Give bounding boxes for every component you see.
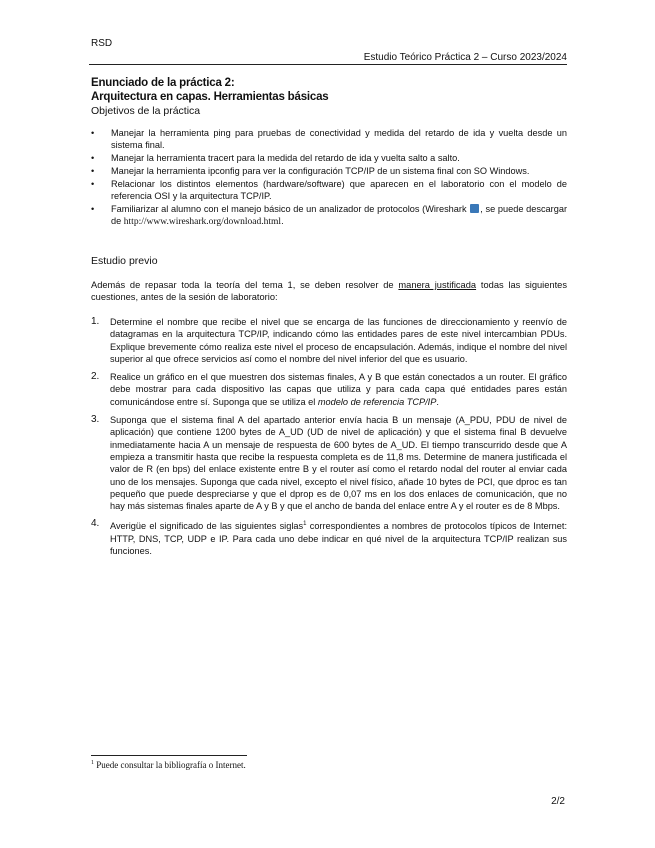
bullet-icon: •	[91, 128, 95, 138]
question-item	[91, 316, 567, 365]
question-item	[91, 414, 567, 512]
question-text-end: .	[436, 396, 439, 407]
bullet-icon: •	[91, 165, 95, 176]
objective-item	[91, 127, 567, 152]
objective-item	[91, 203, 567, 229]
intro-paragraph	[91, 279, 567, 304]
objective-text: Manejar la herramienta ping para pruebas de conectividad y medida del retardo de ida y vuelta desde un sistema final.	[111, 128, 567, 151]
objective-text: Manejar la herramienta tracert para la medida del retardo de ida y vuelta salto a salto.	[111, 153, 460, 164]
question-text: Realice un gráfico en el que muestren dos sistemas finales, A y B que están conectados a un router. El gráfico debe mostrar para cada dispositivo las capas que utiliza y para cada capa qué entidades pares están comunicándose entre sí. Suponga que se utiliza el	[110, 372, 567, 407]
objectives-list	[91, 127, 567, 229]
wireshark-icon	[470, 204, 479, 213]
objective-text-end: .	[281, 216, 284, 227]
footnote-text: Puede consultar la bibliografía o Internet.	[96, 760, 246, 770]
page-title	[91, 76, 328, 104]
question-number: 1.	[91, 316, 100, 327]
header-subtitle: Estudio Teórico Práctica 2 – Curso 2023/2024	[363, 52, 567, 63]
page-number: 2/2	[551, 796, 565, 807]
question-item	[91, 518, 567, 557]
footnote-divider	[91, 755, 247, 756]
objective-text-cont: , se puede descargar de	[111, 203, 567, 227]
footnote-number: 1	[91, 760, 94, 766]
header-divider	[89, 64, 567, 65]
footnote-reference[interactable]: 1	[303, 521, 307, 528]
question-italic: modelo de referencia TCP/IP	[317, 396, 437, 407]
question-number: 2.	[91, 371, 100, 383]
intro-underlined: manera justificada	[398, 280, 477, 290]
question-text: Averigüe el significado de las siguientes siglas	[110, 521, 304, 532]
objective-item	[91, 152, 567, 164]
objectives-heading: Objetivos de la práctica	[91, 105, 201, 117]
question-text: Suponga que el sistema final A del apartado anterior envía hacia B un mensaje (A_PDU, PDU de nivel de aplicación) que contiene 1200 bytes de A_UD (UD de nivel de aplicación) y que el sistema final B devuelve inmediatamente hacia A un mensaje de respuesta de 600 bytes de A_UD. El tiempo transcurrido desde que A empieza a transmitir hasta que recibe la respuesta completa es de 11,8 ms. Determine de manera justificada el valor de R (en bps) del enlace existente entre B y el router así como el retardo nodal del router al enviar cada uno de los mensajes. Suponga que cada nivel, excepto el nivel físico, añade 10 bytes de PCI, que dproc es tan pequeño que puede despreciarse y que el dprop es de 0,07 ms en los dos enlaces de comunicación, que no hay más sistemas finales aparte de A y B y que el ancho de banda del enlace entre A y el router es de 8 Mbps.	[110, 415, 567, 512]
question-item	[91, 371, 567, 408]
study-heading: Estudio previo	[91, 255, 158, 267]
objective-text: Manejar la herramienta ipconfig para ver la configuración TCP/IP de un sistema final con SO Windows.	[111, 165, 530, 176]
question-text-cont: correspondientes a nombres de protocolos típicos de Internet: HTTP, DNS, TCP, UDP e IP. Para cada uno debe indicar en qué nivel de la arquitectura TCP/IP realizan sus funciones.	[110, 521, 568, 557]
objective-item	[91, 178, 567, 203]
intro-text-cont: todas las siguientes cuestiones, antes de la sesión de laboratorio:	[91, 280, 567, 303]
footnote	[91, 760, 246, 770]
question-number: 4.	[91, 518, 100, 530]
title-line-1: Enunciado de la práctica 2:	[91, 77, 235, 89]
objective-text: Familiarizar al alumno con el manejo básico de un analizador de protocolos (Wireshark	[111, 203, 467, 214]
objective-item	[91, 165, 567, 177]
objective-text: Relacionar los distintos elementos (hardware/software) que aparecen en el laboratorio con el modelo de referencia OSI y la arquitectura TCP/IP.	[111, 178, 567, 201]
header-course: RSD	[91, 38, 113, 49]
question-number: 3.	[91, 414, 100, 426]
bullet-icon: •	[91, 203, 95, 214]
questions-list	[91, 316, 567, 563]
bullet-icon: •	[91, 178, 95, 189]
wireshark-download-link[interactable]: http://www.wireshark.org/download.html	[123, 217, 282, 228]
question-text: Determine el nombre que recibe el nivel que se encarga de las funciones de direccionamiento y reenvío de datagramas en la arquitectura TCP/IP, indicando cómo las entidades pares de este nivel intercambian PDUs. Explique brevemente cómo realiza este nivel el proceso de encapsulación. Además, indique el nombre del nivel superior al que ofrece servicios así como el nombre del nivel inferior del que es usuario.	[110, 317, 567, 364]
bullet-icon: •	[91, 153, 95, 164]
title-line-2: Arquitectura en capas. Herramientas básicas	[91, 91, 329, 103]
intro-text: Además de repasar toda la teoría del tema 1, se deben resolver de	[91, 280, 394, 290]
